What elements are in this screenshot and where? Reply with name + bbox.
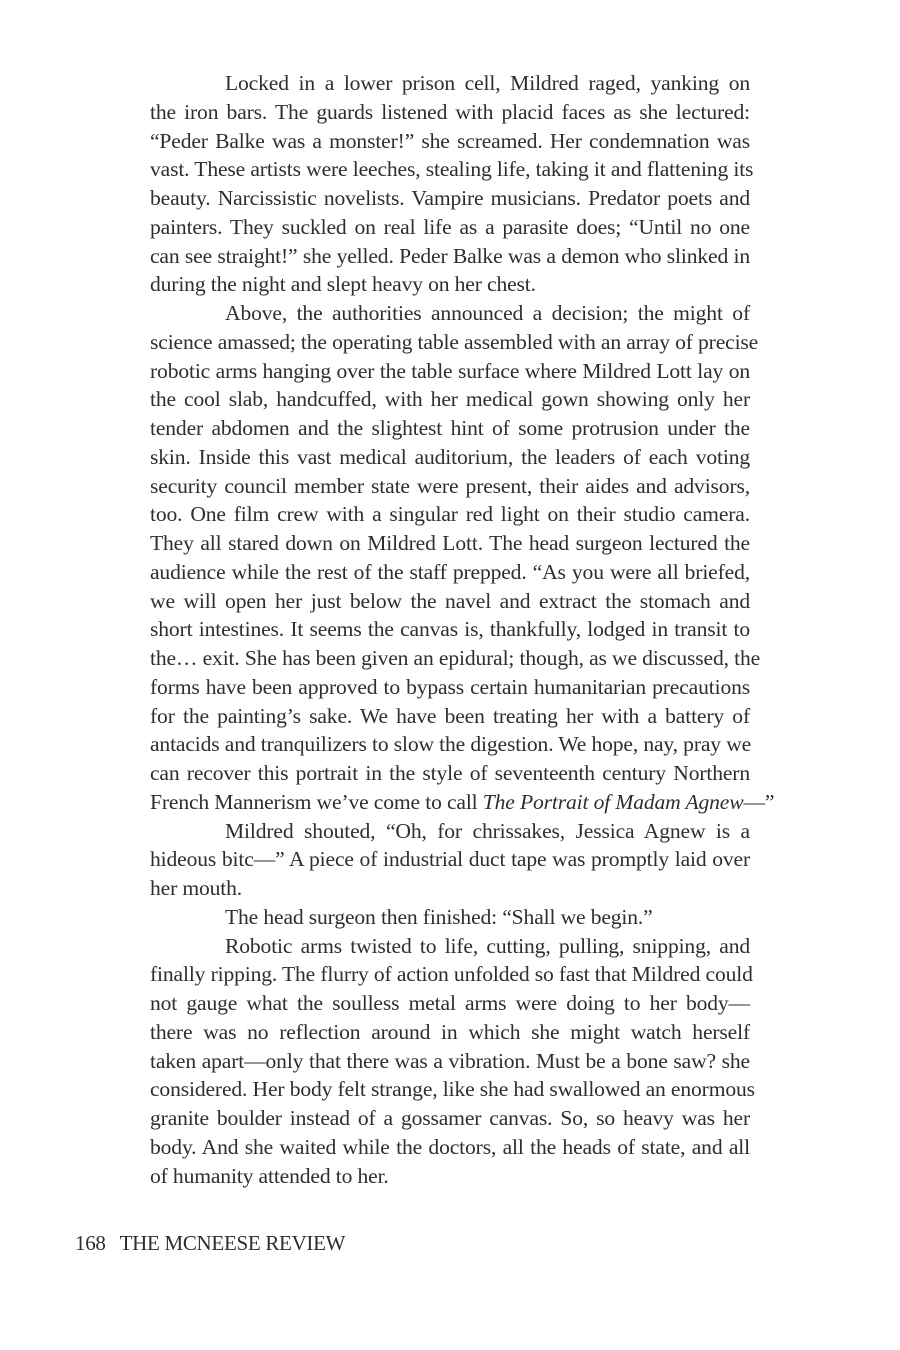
text-line: The head surgeon then finished: “Shall we begin.” [225, 904, 653, 929]
paragraph-1 [75, 69, 754, 299]
paragraph-3 [75, 817, 750, 903]
text-line: hideous bitc—” A piece of industrial duct tape was promptly laid over [150, 847, 750, 872]
text-line: can see straight!” she yelled. Peder Balke was a demon who slinked in [150, 243, 750, 268]
paragraph-5 [75, 932, 755, 1191]
text-line: too. One film crew with a singular red light on their studio camera. [150, 502, 750, 527]
text-run: —” [743, 789, 775, 814]
text-line: “Peder Balke was a monster!” she screamed. Her condemnation was [150, 128, 750, 153]
text-line: we will open her just below the navel and extract the stomach and [150, 588, 750, 613]
paragraph-2 [75, 299, 775, 817]
text-line [75, 788, 775, 817]
text-line: not gauge what the soulless metal arms were doing to her body— [150, 991, 750, 1015]
text-line: the… exit. She has been given an epidural; though, as we discussed, the [150, 646, 761, 670]
paragraph-4 [75, 903, 750, 932]
text-line: Robotic arms twisted to life, cutting, pulling, snipping, and [225, 933, 750, 958]
text-line: for the painting’s sake. We have been treating her with a battery of [150, 703, 750, 728]
text-line: short intestines. It seems the canvas is, thankfully, lodged in transit to [150, 617, 750, 642]
text-line: painters. They suckled on real life as a parasite does; “Until no one [150, 214, 750, 239]
text-line: during the night and slept heavy on her chest. [150, 272, 536, 297]
text-line: tender abdomen and the slightest hint of some protrusion under the [150, 416, 750, 440]
text-line: Locked in a lower prison cell, Mildred raged, yanking on [225, 71, 750, 95]
journal-title: THE MCNEESE REVIEW [119, 1231, 346, 1255]
text-line: body. And she waited while the doctors, all the heads of state, and all [150, 1134, 750, 1159]
text-line: robotic arms hanging over the table surface where Mildred Lott lay on [150, 358, 750, 383]
text-line: Above, the authorities announced a decision; the might of [225, 301, 750, 325]
text-line: skin. Inside this vast medical auditorium, the leaders of each voting [150, 444, 750, 469]
text-line: considered. Her body felt strange, like she had swallowed an enormous [150, 1077, 755, 1102]
text-line: there was no reflection around in which she might watch herself [150, 1019, 750, 1044]
text-line: Mildred shouted, “Oh, for chrissakes, Jessica Agnew is a [225, 818, 750, 843]
artwork-title: The Portrait of Madam Agnew [482, 789, 744, 814]
text-line: the cool slab, handcuffed, with her medical gown showing only her [150, 387, 750, 412]
text-line: audience while the rest of the staff prepped. “As you were all briefed, [150, 559, 750, 584]
text-line: of humanity attended to her. [150, 1163, 389, 1188]
page-footer [75, 1231, 345, 1256]
text-line: finally ripping. The flurry of action unfolded so fast that Mildred could [150, 962, 753, 987]
page-number: 168 [75, 1231, 106, 1255]
text-line: granite boulder instead of a gossamer canvas. So, so heavy was her [150, 1106, 750, 1130]
text-line: her mouth. [150, 876, 243, 900]
text-line: vast. These artists were leeches, stealing life, taking it and flattening its [150, 157, 754, 182]
text-line: the iron bars. The guards listened with placid faces as she lectured: [150, 99, 750, 124]
text-line: science amassed; the operating table assembled with an array of precise [150, 329, 759, 354]
page-body [75, 69, 775, 1190]
text-line: can recover this portrait in the style of seventeenth century Northern [150, 761, 750, 785]
text-run: French Mannerism we’ve come to call [150, 789, 483, 814]
text-line: They all stared down on Mildred Lott. The head surgeon lectured the [150, 531, 750, 555]
text-line: security council member state were present, their aides and advisors, [150, 473, 750, 498]
text-line: antacids and tranquilizers to slow the digestion. We hope, nay, pray we [150, 732, 752, 757]
text-line: taken apart—only that there was a vibration. Must be a bone saw? she [150, 1048, 750, 1073]
text-line: forms have been approved to bypass certain humanitarian precautions [150, 674, 750, 699]
text-line: beauty. Narcissistic novelists. Vampire musicians. Predator poets and [150, 186, 750, 210]
